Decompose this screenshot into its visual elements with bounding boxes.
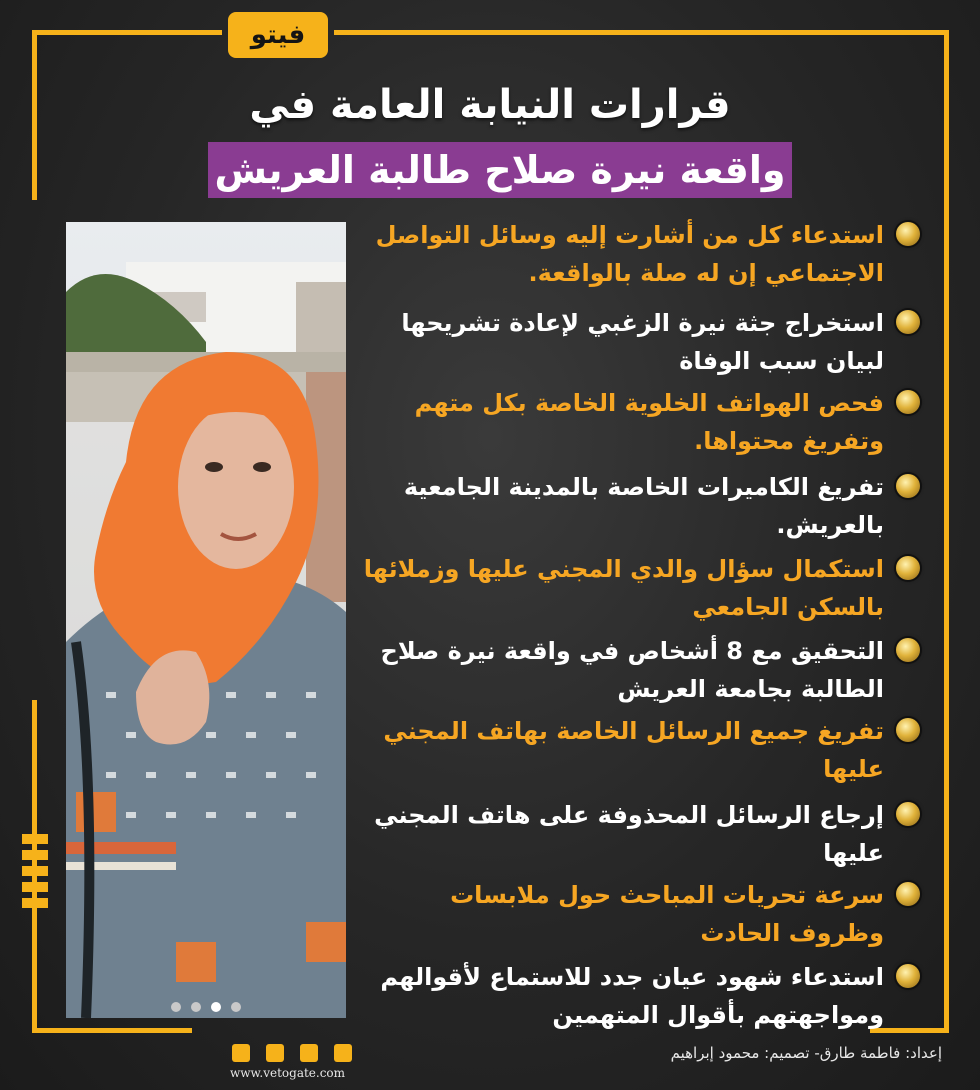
list-item — [360, 304, 920, 380]
frame-bar-5 — [22, 898, 48, 908]
bullet-icon — [896, 222, 920, 246]
item-text: استكمال سؤال والدي المجني عليها وزملائها بالسكن الجامعي — [363, 555, 884, 621]
bullet-icon — [896, 882, 920, 906]
list-item — [360, 632, 920, 708]
list-item — [360, 550, 920, 626]
brand-logo — [228, 12, 328, 58]
facebook-icon[interactable] — [232, 1044, 250, 1062]
bullet-icon — [896, 638, 920, 662]
frame-top-line — [32, 30, 222, 35]
frame-bar-4 — [22, 882, 48, 892]
item-text: استدعاء شهود عيان جدد للاستماع لأقوالهم ومواجهتهم بأقوال المتهمين — [380, 963, 884, 1029]
bullet-icon — [896, 718, 920, 742]
frame-bar-3 — [22, 866, 48, 876]
logo-text: فيتو — [250, 20, 306, 50]
list-item — [360, 796, 920, 872]
item-text: تفريغ جميع الرسائل الخاصة بهاتف المجني عليها — [383, 717, 884, 783]
carousel-dots — [66, 1002, 346, 1012]
carousel-dot-active[interactable] — [211, 1002, 221, 1012]
instagram-icon[interactable] — [300, 1044, 318, 1062]
frame-left-lower-line — [32, 700, 37, 1030]
item-text: تفريغ الكاميرات الخاصة بالمدينة الجامعية بالعريش. — [403, 473, 884, 539]
list-item — [360, 384, 920, 460]
frame-bottom-line — [32, 1028, 192, 1033]
bullet-icon — [896, 310, 920, 334]
page-title-line2: واقعة نيرة صلاح طالبة العريش — [208, 142, 792, 198]
portrait-illustration — [66, 222, 346, 1018]
credit-text: إعداد: فاطمة طارق- تصميم: محمود إبراهيم — [670, 1044, 942, 1062]
carousel-dot[interactable] — [171, 1002, 181, 1012]
list-item — [360, 712, 920, 788]
portrait-photo — [66, 222, 346, 1018]
page-title-line1: قرارات النيابة العامة في — [249, 82, 731, 128]
list-item — [360, 468, 920, 544]
frame-bar-2 — [22, 850, 48, 860]
bullet-icon — [896, 802, 920, 826]
item-text: التحقيق مع 8 أشخاص في واقعة نيرة صلاح الطالبة بجامعة العريش — [380, 637, 884, 703]
item-text: استخراج جثة نيرة الزغبي لإعادة تشريحها لبيان سبب الوفاة — [401, 309, 884, 375]
list-item — [360, 958, 920, 1034]
bullet-icon — [896, 964, 920, 988]
website-link[interactable]: www.vetogate.com — [230, 1066, 346, 1080]
youtube-icon[interactable] — [334, 1044, 352, 1062]
frame-right-line — [944, 30, 949, 1030]
frame-bar-1 — [22, 834, 48, 844]
twitter-icon[interactable] — [266, 1044, 284, 1062]
item-text: فحص الهواتف الخلوية الخاصة بكل متهم وتفريغ محتواها. — [414, 389, 884, 455]
bullet-icon — [896, 556, 920, 580]
carousel-dot[interactable] — [191, 1002, 201, 1012]
social-icons — [232, 1044, 352, 1062]
list-item — [360, 216, 920, 292]
carousel-dot[interactable] — [231, 1002, 241, 1012]
frame-top-line-right — [334, 30, 948, 35]
bullet-icon — [896, 474, 920, 498]
item-text: سرعة تحريات المباحث حول ملابسات وظروف الحادث — [450, 881, 884, 947]
bullet-icon — [896, 390, 920, 414]
item-text: استدعاء كل من أشارت إليه وسائل التواصل الاجتماعي إن له صلة بالواقعة. — [375, 221, 884, 287]
item-text: إرجاع الرسائل المحذوفة على هاتف المجني عليها — [374, 801, 884, 867]
list-item — [360, 876, 920, 952]
